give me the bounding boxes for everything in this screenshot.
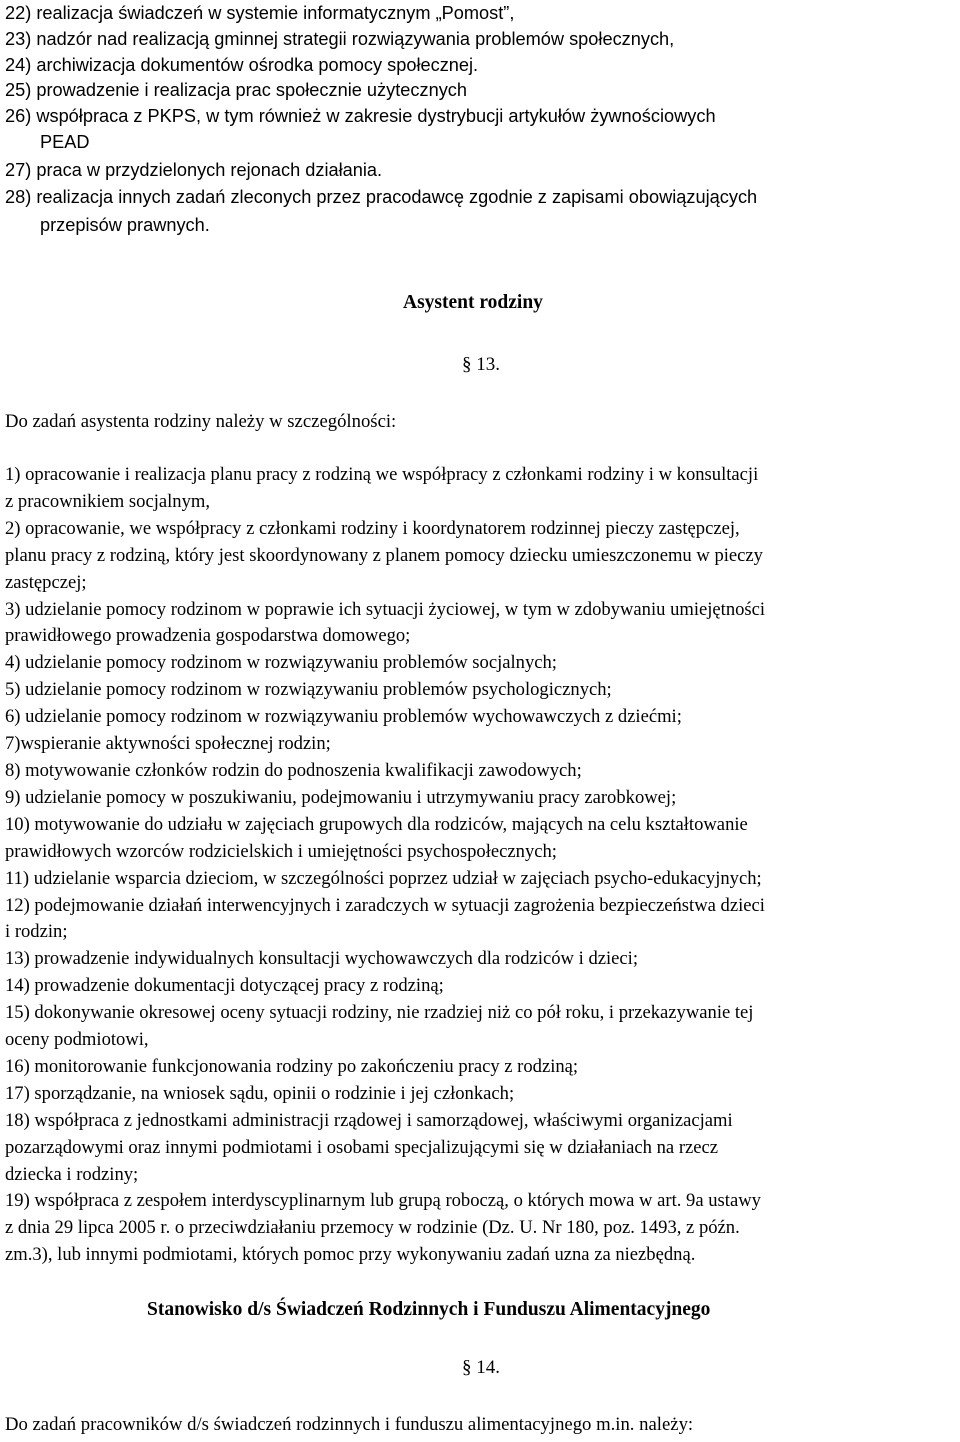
duty-line: 11) udzielanie wsparcia dzieciom, w szczególności poprzez udział w zajęciach psycho-edukacyjnych; [5, 867, 762, 889]
duty-line: i rodzin; [5, 921, 68, 943]
paragraph-number-13: § 13. [462, 354, 500, 375]
list-item: 23) nadzór nad realizacją gminnej strategii rozwiązywania problemów społecznych, [5, 29, 675, 49]
list-item: 24) archiwizacja dokumentów ośrodka pomocy społecznej. [5, 55, 479, 75]
duty-line: z dnia 29 lipca 2005 r. o przeciwdziałaniu przemocy w rodzinie (Dz. U. Nr 180, poz. 1493, z późn. [5, 1217, 740, 1239]
duty-line: 6) udzielanie pomocy rodzinom w rozwiązywaniu problemów wychowawczych z dziećmi; [5, 706, 682, 728]
section-heading-asystent: Asystent rodziny [403, 292, 543, 313]
section-intro: Do zadań asystenta rodziny należy w szczególności: [5, 411, 397, 432]
duty-line: z pracownikiem socjalnym, [5, 490, 210, 512]
list-item: 25) prowadzenie i realizacja prac społecznie użytecznych [5, 80, 467, 100]
duty-line: zm.3), lub innymi podmiotami, których pomoc przy wykonywaniu zadań uzna za niezbędną. [5, 1244, 696, 1266]
duty-line: 10) motywowanie do udziału w zajęciach grupowych dla rodziców, mających na celu kształtowanie [5, 813, 748, 835]
duty-line: pozarządowymi oraz innymi podmiotami i osobami specjalizującymi się w działaniach na rzecz [5, 1136, 719, 1158]
duty-line: planu pracy z rodziną, który jest skoordynowany z planem pomocy dziecku umieszczonemu w pieczy [5, 544, 763, 566]
duty-line: 2) opracowanie, we współpracy z członkami rodziny i koordynatorem rodzinnej pieczy zastępczej, [5, 517, 740, 539]
duty-line: 5) udzielanie pomocy rodzinom w rozwiązywaniu problemów psychologicznych; [5, 679, 612, 701]
duty-line: oceny podmiotowi, [5, 1029, 149, 1051]
duties-list [5, 462, 957, 1269]
duty-line: 7)wspieranie aktywności społecznej rodzin; [5, 733, 331, 755]
list-item: przepisów prawnych. [40, 215, 210, 235]
duty-line: 12) podejmowanie działań interwencyjnych i zaradczych w sytuacji zagrożenia bezpieczeństwa dzieci [5, 894, 765, 916]
duty-line: dziecka i rodziny; [5, 1163, 139, 1185]
section-intro: Do zadań pracowników d/s świadczeń rodzinnych i funduszu alimentacyjnego m.in. należy: [5, 1414, 694, 1435]
duty-line: 9) udzielanie pomocy w poszukiwaniu, podejmowaniu i utrzymywaniu pracy zarobkowej; [5, 786, 677, 808]
duty-line: 1) opracowanie i realizacja planu pracy z rodziną we współpracy z członkami rodziny i w konsultacji [5, 464, 759, 485]
duty-line: 18) współpraca z jednostkami administracji rządowej i samorządowej, właściwymi organizacjami [5, 1109, 733, 1131]
list-item: PEAD [40, 132, 90, 152]
list-item: 22) realizacja świadczeń w systemie informatycznym „Pomost”, [5, 3, 515, 23]
duty-line: prawidłowych wzorców rodzicielskich i umiejętności psychospołecznych; [5, 840, 557, 862]
duty-line: zastępczej; [5, 571, 87, 593]
list-item: 26) współpraca z PKPS, w tym również w zakresie dystrybucji artykułów żywnościowych [5, 106, 716, 126]
duty-line: 17) sporządzanie, na wniosek sądu, opinii o rodzinie i jej członkach; [5, 1082, 515, 1104]
duty-line: prawidłowego prowadzenia gospodarstwa domowego; [5, 625, 411, 647]
list-item: 28) realizacja innych zadań zleconych przez pracodawcę zgodnie z zapisami obowiązujących [5, 187, 758, 207]
duty-line: 8) motywowanie członków rodzin do podnoszenia kwalifikacji zawodowych; [5, 759, 582, 781]
duty-line: 16) monitorowanie funkcjonowania rodziny po zakończeniu pracy z rodziną; [5, 1055, 579, 1077]
duty-line: 3) udzielanie pomocy rodzinom w poprawie ich sytuacji życiowej, w tym w zdobywaniu umiejętności [5, 598, 766, 620]
paragraph-number-14: § 14. [462, 1357, 500, 1378]
section-heading-swiadczenia: Stanowisko d/s Świadczeń Rodzinnych i Funduszu Alimentacyjnego [147, 1299, 711, 1320]
duty-line: 4) udzielanie pomocy rodzinom w rozwiązywaniu problemów socjalnych; [5, 652, 557, 674]
duty-line: 15) dokonywanie okresowej oceny sytuacji rodziny, nie rzadziej niż co pół roku, i przekazywanie tej [5, 1002, 754, 1024]
list-item: 27) praca w przydzielonych rejonach działania. [5, 160, 383, 180]
duty-line: 14) prowadzenie dokumentacji dotyczącej pracy z rodziną; [5, 975, 444, 997]
duty-line: 19) współpraca z zespołem interdyscyplinarnym lub grupą roboczą, o których mowa w art. 9a ustawy [5, 1190, 761, 1212]
duty-line: 13) prowadzenie indywidualnych konsultacji wychowawczych dla rodziców i dzieci; [5, 948, 639, 970]
